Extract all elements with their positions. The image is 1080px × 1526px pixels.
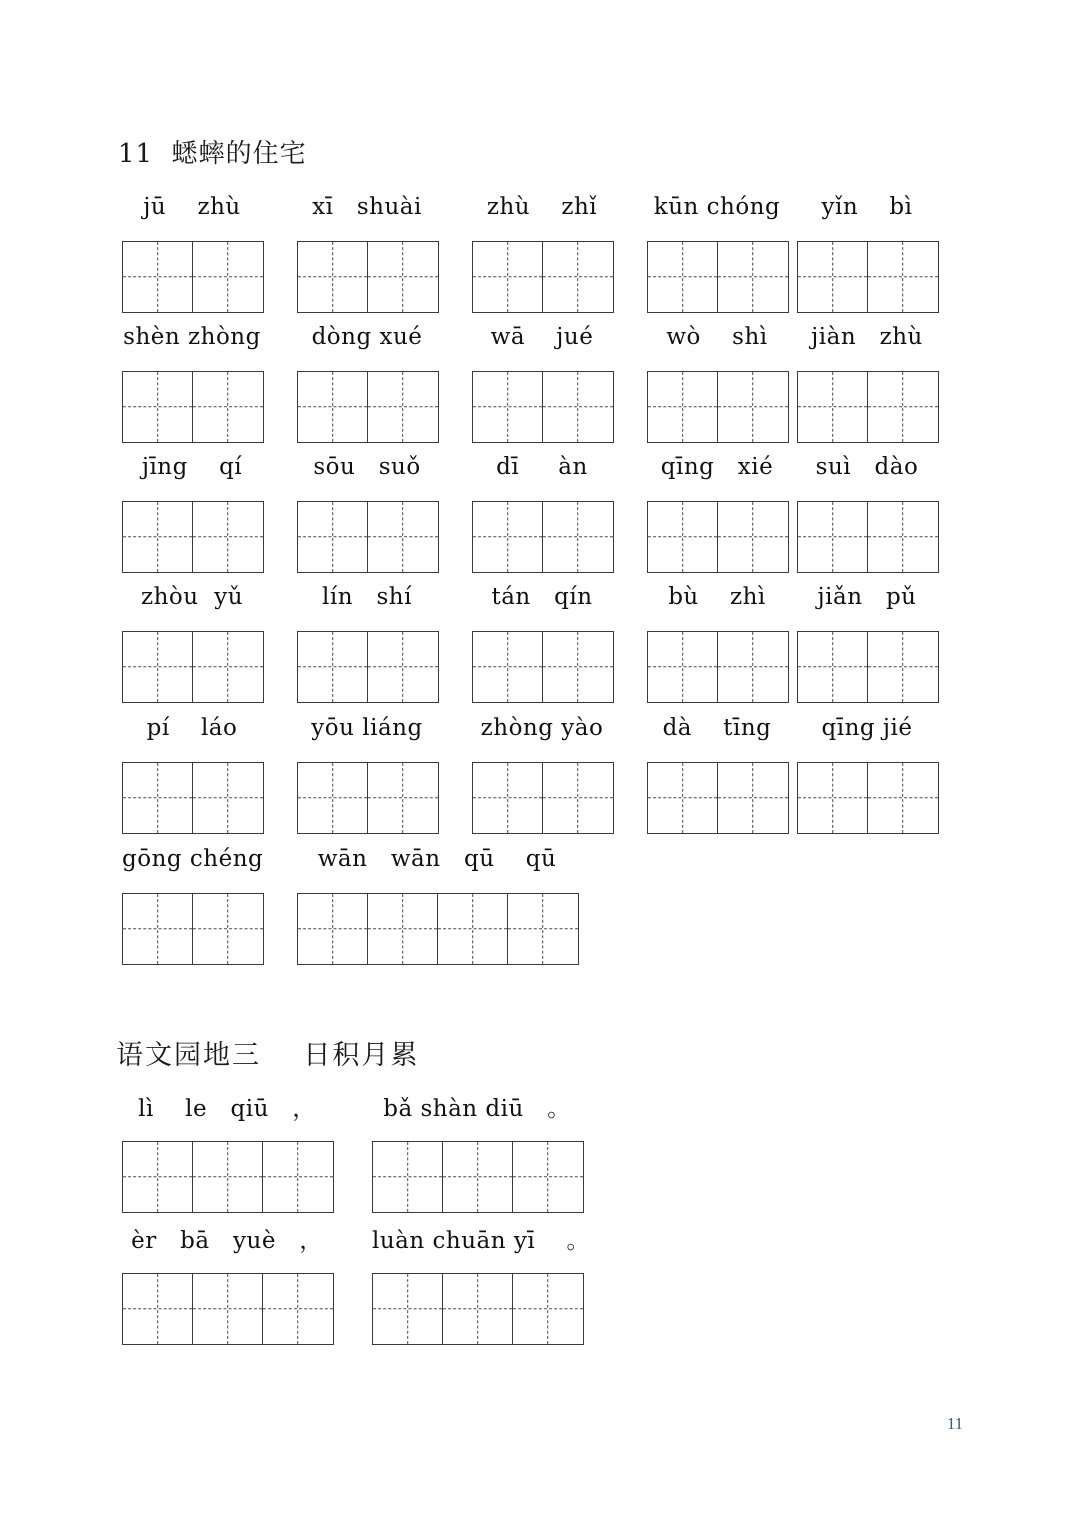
pinyin-row	[0, 1226, 1080, 1260]
character-grid-group[interactable]	[122, 1273, 334, 1345]
character-grid-group[interactable]	[797, 371, 939, 443]
pinyin-label: shèn zhòng	[123, 324, 261, 350]
pinyin-row	[0, 322, 1080, 356]
pinyin-row	[0, 582, 1080, 616]
grid-row	[0, 631, 1080, 703]
character-grid-group[interactable]	[297, 631, 439, 703]
character-grid-cell[interactable]	[718, 502, 788, 572]
character-grid-group[interactable]	[122, 241, 264, 313]
pinyin-row	[0, 452, 1080, 486]
character-grid-cell[interactable]	[543, 632, 613, 702]
pinyin-label: wā jué	[490, 324, 594, 350]
character-grid-cell[interactable]	[798, 763, 868, 833]
lesson-title: 11 蟋蟀的住宅	[118, 139, 307, 169]
pinyin-label: yǐn bì	[821, 194, 913, 220]
pinyin-label: dà tīng	[662, 715, 772, 741]
character-grid-cell[interactable]	[263, 1274, 333, 1344]
grid-row	[0, 1273, 1080, 1345]
character-grid-cell[interactable]	[868, 502, 938, 572]
grid-row	[0, 371, 1080, 443]
character-grid-group[interactable]	[647, 501, 789, 573]
character-grid-cell[interactable]	[443, 1142, 513, 1212]
pinyin-label: jīng qí	[141, 454, 243, 480]
character-grid-group[interactable]	[472, 241, 614, 313]
character-grid-group[interactable]	[472, 631, 614, 703]
character-grid-cell[interactable]	[298, 242, 368, 312]
character-grid-group[interactable]	[797, 631, 939, 703]
character-grid-cell[interactable]	[438, 894, 508, 964]
character-grid-group[interactable]	[472, 501, 614, 573]
pinyin-label: kūn chóng	[653, 194, 781, 220]
character-grid-cell[interactable]	[868, 763, 938, 833]
character-grid-group[interactable]	[372, 1273, 584, 1345]
character-grid-group[interactable]	[472, 762, 614, 834]
pinyin-label: jiàn zhù	[811, 324, 923, 350]
pinyin-label: bǎ shàn diū 。	[383, 1096, 571, 1122]
character-grid-cell[interactable]	[193, 894, 263, 964]
character-grid-cell[interactable]	[193, 1274, 263, 1344]
character-grid-cell[interactable]	[798, 502, 868, 572]
character-grid-cell[interactable]	[718, 632, 788, 702]
character-grid-cell[interactable]	[123, 502, 193, 572]
character-grid-cell[interactable]	[193, 242, 263, 312]
character-grid-cell[interactable]	[368, 502, 438, 572]
character-grid-cell[interactable]	[648, 242, 718, 312]
character-grid-cell[interactable]	[193, 1142, 263, 1212]
character-grid-group[interactable]	[647, 631, 789, 703]
character-grid-group[interactable]	[797, 762, 939, 834]
pinyin-label: èr bā yuè ，	[131, 1228, 323, 1254]
character-grid-cell[interactable]	[123, 242, 193, 312]
pinyin-label: yōu liáng	[311, 715, 423, 741]
character-grid-group[interactable]	[122, 762, 264, 834]
character-grid-group[interactable]	[647, 371, 789, 443]
pinyin-label: jiǎn pǔ	[817, 584, 917, 610]
character-grid-cell[interactable]	[543, 242, 613, 312]
character-grid-cell[interactable]	[868, 372, 938, 442]
character-grid-cell[interactable]	[123, 1142, 193, 1212]
character-grid-group[interactable]	[647, 762, 789, 834]
character-grid-cell[interactable]	[123, 894, 193, 964]
pinyin-label: tán qín	[491, 584, 593, 610]
character-grid-cell[interactable]	[648, 763, 718, 833]
pinyin-label: zhòng yào	[480, 715, 604, 741]
pinyin-label: gōng chéng	[122, 846, 264, 872]
pinyin-label: lì le qiū ，	[138, 1096, 316, 1122]
page-number	[0, 1414, 1080, 1434]
pinyin-label: dī àn	[496, 454, 588, 480]
pinyin-label: zhòu yǔ	[140, 584, 244, 610]
pinyin-label: sōu suǒ	[313, 454, 421, 480]
character-grid-cell[interactable]	[298, 632, 368, 702]
character-grid-cell[interactable]	[123, 632, 193, 702]
page-number-value: 11	[946, 1414, 964, 1433]
character-grid-cell[interactable]	[298, 763, 368, 833]
pinyin-label: suì dào	[815, 454, 919, 480]
character-grid-cell[interactable]	[298, 372, 368, 442]
character-grid-group[interactable]	[797, 501, 939, 573]
character-grid-cell[interactable]	[373, 1274, 443, 1344]
character-grid-cell[interactable]	[798, 632, 868, 702]
pinyin-label: pí láo	[146, 715, 238, 741]
pinyin-label: dòng xué	[311, 324, 423, 350]
character-grid-cell[interactable]	[298, 502, 368, 572]
grid-row	[0, 501, 1080, 573]
character-grid-group[interactable]	[297, 762, 439, 834]
character-grid-cell[interactable]	[543, 372, 613, 442]
pinyin-row	[0, 1094, 1080, 1128]
character-grid-cell[interactable]	[513, 1142, 583, 1212]
pinyin-label: qīng xié	[660, 454, 774, 480]
pinyin-label: luàn chuān yī 。	[372, 1228, 590, 1254]
character-grid-group[interactable]	[372, 1141, 584, 1213]
grid-row	[0, 762, 1080, 834]
grid-row	[0, 1141, 1080, 1213]
character-grid-cell[interactable]	[193, 502, 263, 572]
character-grid-group[interactable]	[122, 1141, 334, 1213]
character-grid-cell[interactable]	[543, 502, 613, 572]
character-grid-group[interactable]	[122, 501, 264, 573]
character-grid-cell[interactable]	[263, 1142, 333, 1212]
character-grid-cell[interactable]	[298, 894, 368, 964]
character-grid-cell[interactable]	[123, 1274, 193, 1344]
character-grid-group[interactable]	[797, 241, 939, 313]
grid-row	[0, 241, 1080, 313]
character-grid-group[interactable]	[297, 371, 439, 443]
character-grid-cell[interactable]	[543, 763, 613, 833]
character-grid-cell[interactable]	[798, 242, 868, 312]
character-grid-cell[interactable]	[473, 372, 543, 442]
character-grid-cell[interactable]	[368, 894, 438, 964]
character-grid-cell[interactable]	[443, 1274, 513, 1344]
pinyin-label: wò shì	[666, 324, 768, 350]
character-grid-cell[interactable]	[718, 372, 788, 442]
character-grid-cell[interactable]	[473, 763, 543, 833]
character-grid-cell[interactable]	[868, 242, 938, 312]
character-grid-cell[interactable]	[123, 763, 193, 833]
character-grid-cell[interactable]	[368, 372, 438, 442]
character-grid-cell[interactable]	[798, 372, 868, 442]
character-grid-group[interactable]	[647, 241, 789, 313]
pinyin-row	[0, 192, 1080, 226]
character-grid-cell[interactable]	[648, 502, 718, 572]
pinyin-label: lín shí	[322, 584, 412, 610]
character-grid-cell[interactable]	[648, 372, 718, 442]
character-grid-cell[interactable]	[513, 1274, 583, 1344]
character-grid-cell[interactable]	[473, 502, 543, 572]
character-grid-group[interactable]	[297, 893, 579, 965]
pinyin-label: wān wān qū qū	[317, 846, 557, 872]
character-grid-cell[interactable]	[193, 632, 263, 702]
pinyin-label: jū zhù	[143, 194, 241, 220]
character-grid-cell[interactable]	[718, 763, 788, 833]
section-title: 语文园地三 日积月累	[116, 1040, 420, 1071]
pinyin-row	[0, 713, 1080, 747]
character-grid-cell[interactable]	[368, 763, 438, 833]
character-grid-cell[interactable]	[473, 632, 543, 702]
character-grid-cell[interactable]	[123, 372, 193, 442]
character-grid-cell[interactable]	[648, 632, 718, 702]
character-grid-group[interactable]	[122, 371, 264, 443]
pinyin-label: qīng jié	[821, 715, 913, 741]
character-grid-group[interactable]	[472, 371, 614, 443]
character-grid-cell[interactable]	[193, 372, 263, 442]
character-grid-cell[interactable]	[508, 894, 578, 964]
character-grid-cell[interactable]	[368, 242, 438, 312]
character-grid-group[interactable]	[297, 241, 439, 313]
character-grid-cell[interactable]	[368, 632, 438, 702]
character-grid-cell[interactable]	[718, 242, 788, 312]
grid-row	[0, 893, 1080, 965]
pinyin-label: bù zhì	[668, 584, 766, 610]
pinyin-label: xī shuài	[312, 194, 422, 220]
pinyin-row	[0, 844, 1080, 878]
character-grid-cell[interactable]	[373, 1142, 443, 1212]
character-grid-cell[interactable]	[473, 242, 543, 312]
pinyin-label: zhù zhǐ	[486, 194, 598, 220]
character-grid-group[interactable]	[297, 501, 439, 573]
character-grid-group[interactable]	[122, 631, 264, 703]
character-grid-cell[interactable]	[868, 632, 938, 702]
character-grid-cell[interactable]	[193, 763, 263, 833]
character-grid-group[interactable]	[122, 893, 264, 965]
